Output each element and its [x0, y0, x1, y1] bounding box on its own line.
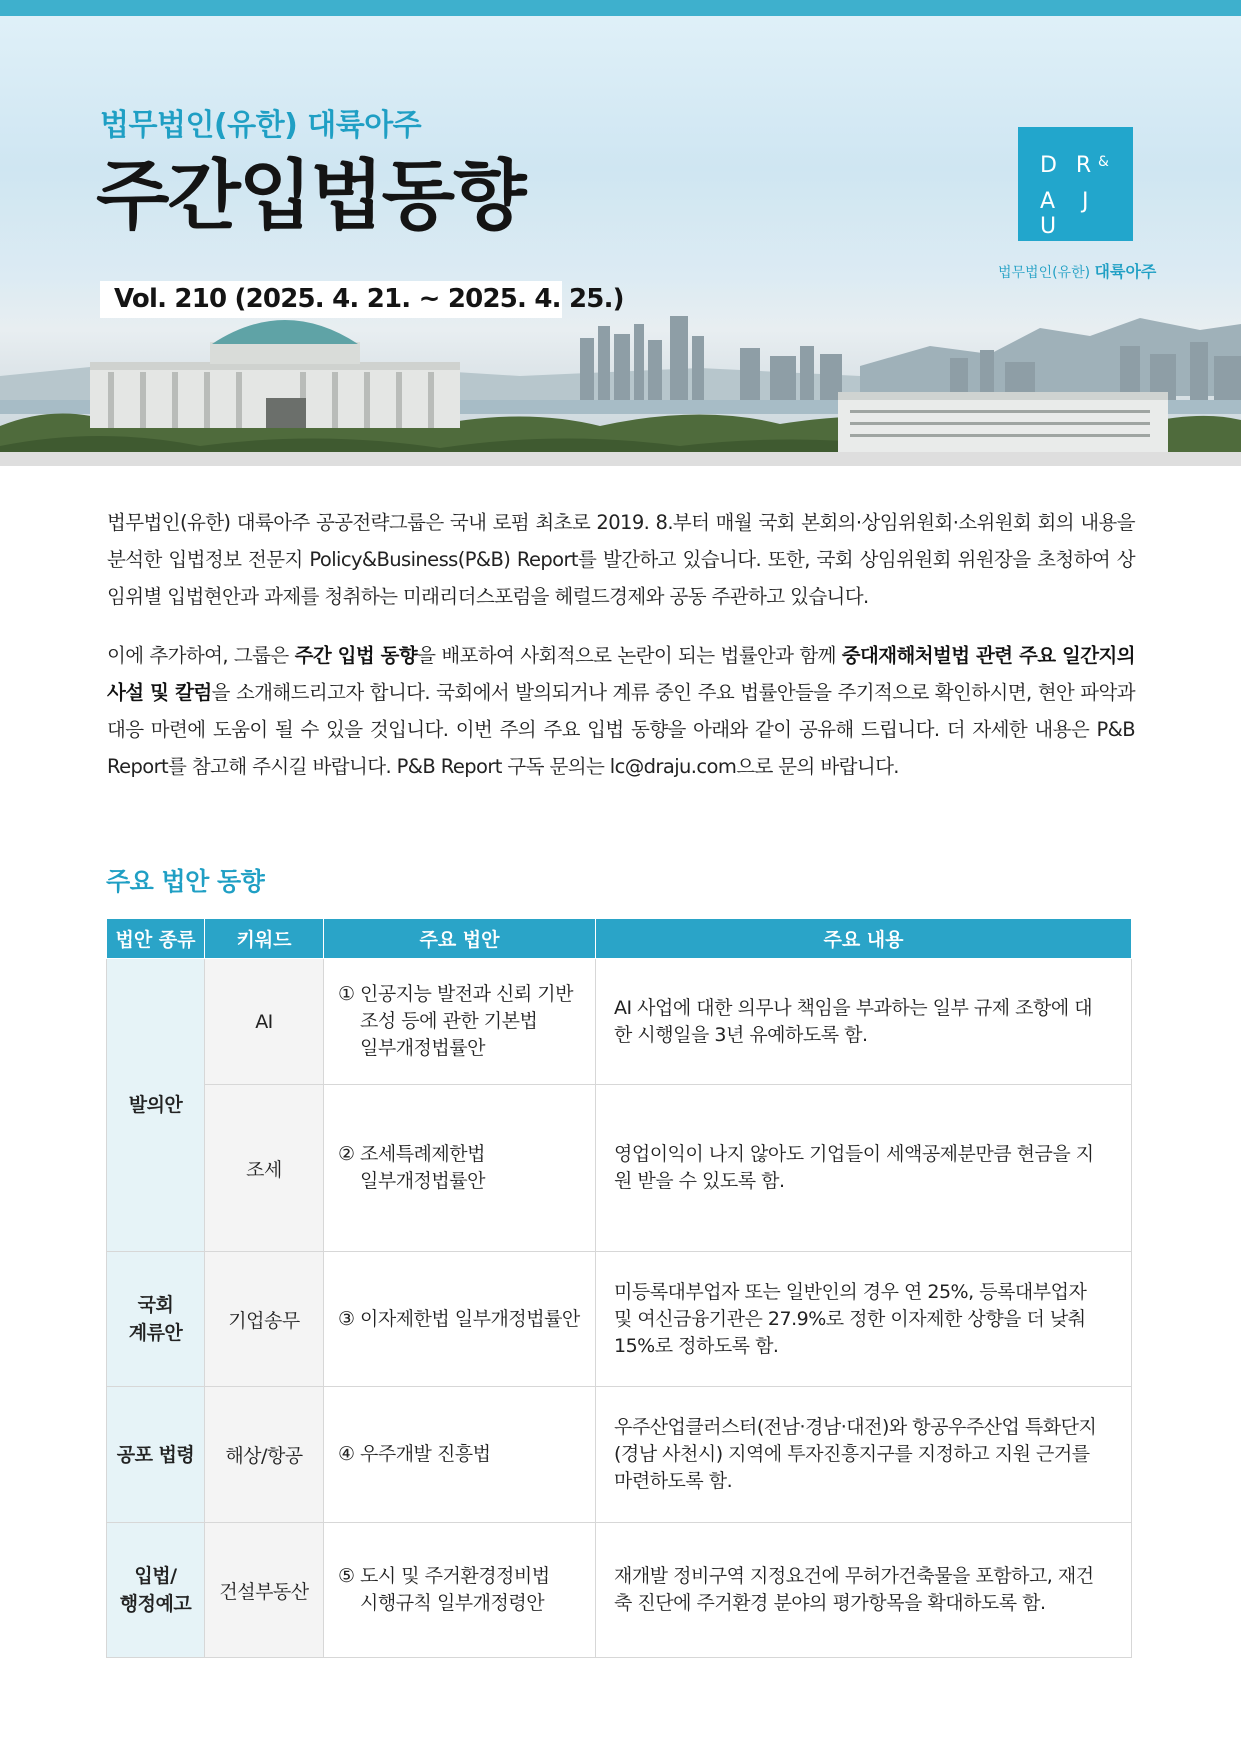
- category-cell: 발의안: [107, 959, 205, 1252]
- bill-cell: [324, 1387, 596, 1523]
- category-line-2: 행정예고: [119, 1593, 192, 1615]
- assembly-building: [90, 320, 460, 428]
- intro-p2-bold-columns: 중대재해처벌법 관련 주요 일간지의 사설 및 칼럼: [107, 644, 1135, 704]
- annex-building: [838, 392, 1168, 452]
- volume-label: Vol. 210 (2025. 4. 21. ~ 2025. 4. 25.): [100, 281, 562, 318]
- column-header-keyword: 키워드: [205, 919, 324, 959]
- national-assembly-skyline-illustration: [0, 306, 1241, 452]
- content-cell: 우주산업클러스터(전남·경남·대전)와 항공우주산업 특화단지(경남 사천시) 지역에 투자진흥지구를 지정하고 지원 근거를 마련하도록 함.: [596, 1387, 1132, 1523]
- table-header-row: [107, 919, 1132, 959]
- bill-number: ⑤: [338, 1565, 355, 1587]
- table-row: [107, 1523, 1132, 1658]
- keyword-cell: 기업송무: [205, 1252, 324, 1387]
- logo-line-2: A J U: [1040, 189, 1099, 239]
- logo-sub-prefix: 법무법인(유한): [998, 265, 1091, 281]
- bill-number: ①: [338, 983, 355, 1005]
- bill-name-line-1: 우주개발 진흥법: [360, 1443, 491, 1465]
- top-accent-bar: [0, 0, 1241, 16]
- section-title: 주요 법안 동향: [106, 867, 265, 896]
- table-row: [107, 1085, 1132, 1252]
- intro-paragraph-1: 법무법인(유한) 대륙아주 공공전략그룹은 국내 로펌 최초로 2019. 8.부터 매월 국회 본회의·상임위원회·소위원회 회의 내용을 분석한 입법정보 전문지 Policy&Business(P&B) Report를 발간하고 있습니다. 또한, 국회 상임위원회 위원장을 초청하여 상임위별 입법현안과 과제를 청취하는 미래리더스포럼을 헤럴드경제와 공동 주관하고 있습니다.: [107, 511, 1135, 608]
- bill-number: ④: [338, 1443, 355, 1465]
- keyword-cell: 건설부동산: [205, 1523, 324, 1658]
- bill-number: ③: [338, 1307, 355, 1330]
- category-cell: 공포 법령: [107, 1387, 205, 1523]
- content-cell: 미등록대부업자 또는 일반인의 경우 연 25%, 등록대부업자 및 여신금융기관은 27.9%로 정한 이자제한 상향을 더 낮춰 15%로 정하도록 함.: [596, 1252, 1132, 1387]
- category-line-2: 계류안: [128, 1322, 183, 1344]
- column-header-type: 법안 종류: [107, 919, 205, 959]
- table-row: [107, 1387, 1132, 1523]
- bill-name-line-1: 인공지능 발전과 신뢰 기반: [360, 983, 574, 1005]
- table-row: [107, 1252, 1132, 1387]
- keyword-cell: 해상/항공: [205, 1387, 324, 1523]
- category-line-1: 입법/: [134, 1565, 177, 1587]
- firm-logo: [1018, 127, 1133, 241]
- logo-line-1: D R: [1040, 153, 1098, 178]
- keyword-cell: AI: [205, 959, 324, 1085]
- key-bills-table: [106, 918, 1132, 1658]
- intro-paragraph-2: [107, 637, 1135, 785]
- hero-divider: [0, 452, 1241, 466]
- category-cell: [107, 1252, 205, 1387]
- intro-p2-text-a: 이에 추가하여, 그룹은: [107, 644, 295, 667]
- bill-name-line-1: 조세특례제한법: [360, 1143, 485, 1165]
- logo-subtitle: [998, 259, 1156, 282]
- bill-name-line-2: 시행규칙 일부개정령안: [360, 1592, 545, 1614]
- bill-name-line-1: 이자제한법 일부개정법률안: [360, 1307, 580, 1330]
- bill-cell: [324, 1523, 596, 1658]
- logo-sub-name: 대륙아주: [1094, 262, 1157, 281]
- bill-name-line-2: 일부개정법률안: [360, 1170, 485, 1192]
- org-title: 법무법인(유한) 대륙아주: [100, 108, 422, 143]
- column-header-bill: 주요 법안: [324, 919, 596, 959]
- content-cell: 영업이익이 나지 않아도 기업들이 세액공제분만큼 현금을 지원 받을 수 있도록 함.: [596, 1085, 1132, 1252]
- bill-name-line-3: 일부개정법률안: [360, 1037, 485, 1059]
- content-cell: AI 사업에 대한 의무나 책임을 부과하는 일부 규제 조항에 대한 시행일을 3년 유예하도록 함.: [596, 959, 1132, 1085]
- bill-cell: [324, 1252, 596, 1387]
- keyword-cell: 조세: [205, 1085, 324, 1252]
- newsletter-title: 주간입법동향: [96, 151, 525, 240]
- content-cell: 재개발 정비구역 지정요건에 무허가건축물을 포함하고, 재건축 진단에 주거환경 분야의 평가항목을 확대하도록 함.: [596, 1523, 1132, 1658]
- bill-number: ②: [338, 1143, 355, 1165]
- column-header-content: 주요 내용: [596, 919, 1132, 959]
- intro-p2-text-c: 을 배포하여 사회적으로 논란이 되는 법률안과 함께: [417, 644, 842, 667]
- hero-banner: [0, 16, 1241, 452]
- bill-name-line-1: 도시 및 주거환경정비법: [360, 1565, 550, 1587]
- logo-ampersand: &: [1098, 154, 1109, 170]
- bill-cell: [324, 959, 596, 1085]
- category-line-1: 국회: [137, 1294, 174, 1316]
- bill-name-line-2: 조성 등에 관한 기본법: [360, 1010, 538, 1032]
- intro-p2-bold-weekly: 주간 입법 동향: [294, 644, 418, 667]
- bill-cell: [324, 1085, 596, 1252]
- intro-p2-text-e: 을 소개해드리고자 합니다. 국회에서 발의되거나 계류 중인 주요 법률안들을 주기적으로 확인하시면, 현안 파악과 대응 마련에 도움이 될 수 있을 것입니다. 이번 주의 주요 입법 동향을 아래와 같이 공유해 드립니다. 더 자세한 내용은 P&B Report를 참고해 주시길 바랍니다. P&B Report 구독 문의는 lc@draju.com으로 문의 바랍니다.: [107, 681, 1135, 778]
- table-row: [107, 959, 1132, 1085]
- category-cell: [107, 1523, 205, 1658]
